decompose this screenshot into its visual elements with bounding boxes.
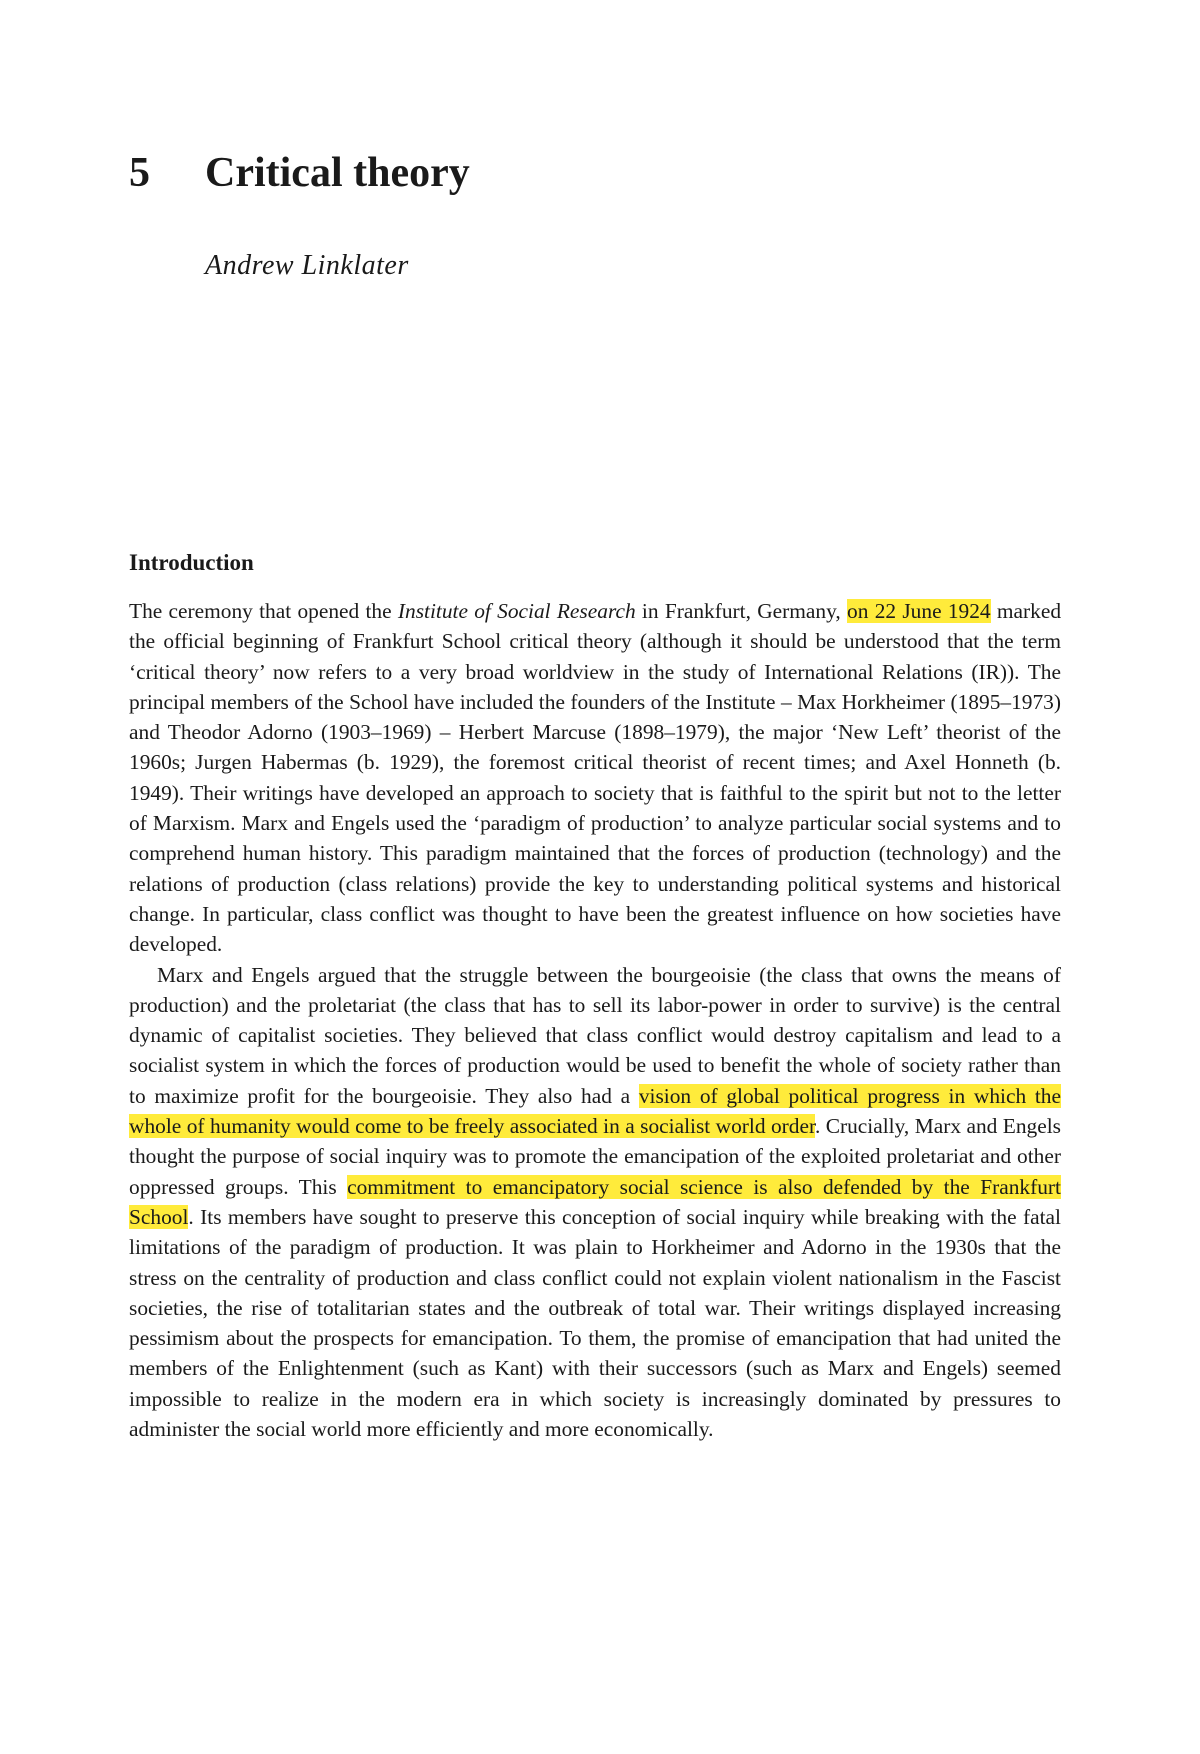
paragraph-2 bbox=[129, 960, 1061, 1445]
text-run: . Its members have sought to preserve this conception of social inquiry while breaking with the fatal limitations of the paradigm of production. It was plain to Horkheimer and Adorno in the 1930s that the stress on the centrality of production and class conflict could not explain violent nationalism in the Fascist societies, the rise of totalitarian states and the outbreak of total war. Their writings displayed increasing pessimism about the prospects for emancipation. To them, the promise of emancipation that had united the members of the Enlightenment (such as Kant) with their successors (such as Marx and Engels) seemed impossible to realize in the modern era in which society is increasingly dominated by pressures to administer the social world more efficiently and more economically. bbox=[129, 1204, 1061, 1442]
chapter-number: 5 bbox=[129, 150, 150, 196]
chapter-title: Critical theory bbox=[205, 150, 470, 196]
text-run: . Crucially, Marx and Engels thought the purpose of social inquiry was to promote the emancipation of the exploited proletariat and other oppressed groups. This bbox=[129, 1114, 1061, 1199]
highlight-commitment: commitment to emancipatory social science is also defended by the Frankfurt School bbox=[129, 1174, 1061, 1229]
text-run: in Frankfurt, Germany, bbox=[635, 599, 848, 623]
chapter-heading bbox=[129, 152, 470, 194]
body-text bbox=[129, 596, 1061, 1444]
text-run: Marx and Engels argued that the struggle between the bourgeoisie (the class that owns the means of production) and the proletariat (the class that has to sell its labor-power in order to survive) is the central dynamic of capitalist societies. They believed that class conflict would destroy capitalism and lead to a socialist system in which the forces of production would be used to benefit the whole of society rather than to maximize profit for the bourgeoisie. They also had a bbox=[129, 962, 1061, 1108]
section-heading: Introduction bbox=[129, 550, 254, 575]
highlight-vision: vision of global political progress in which the whole of humanity would come to be freely associated in a socialist world order bbox=[129, 1083, 1061, 1139]
highlight-date: on 22 June 1924 bbox=[847, 599, 991, 623]
paragraph-1 bbox=[129, 596, 1061, 960]
text-run: marked the official beginning of Frankfurt School critical theory (although it should be understood that the term ‘critical theory’ now refers to a very broad worldview in the study of International Relations (IR)). The principal members of the School have included the founders of the Institute – Max Horkheimer (1895–1973) and Theodor Adorno (1903–1969) – Herbert Marcuse (1898–1979), the major ‘New Left’ theorist of the 1960s; Jurgen Habermas (b. 1929), the foremost critical theorist of recent times; and Axel Honneth (b. 1949). Their writings have developed an approach to society that is faithful to the spirit but not to the letter of Marxism. Marx and Engels used the ‘paradigm of production’ to analyze particular social systems and to comprehend human history. This paradigm maintained that the forces of production (technology) and the relations of production (class relations) provide the key to understanding political systems and historical change. In particular, class conflict was thought to have been the greatest influence on how societies have developed. bbox=[129, 599, 1062, 957]
text-run: The ceremony that opened the bbox=[129, 599, 398, 623]
institute-name: Institute of Social Research bbox=[397, 599, 636, 623]
chapter-author: Andrew Linklater bbox=[205, 250, 409, 281]
